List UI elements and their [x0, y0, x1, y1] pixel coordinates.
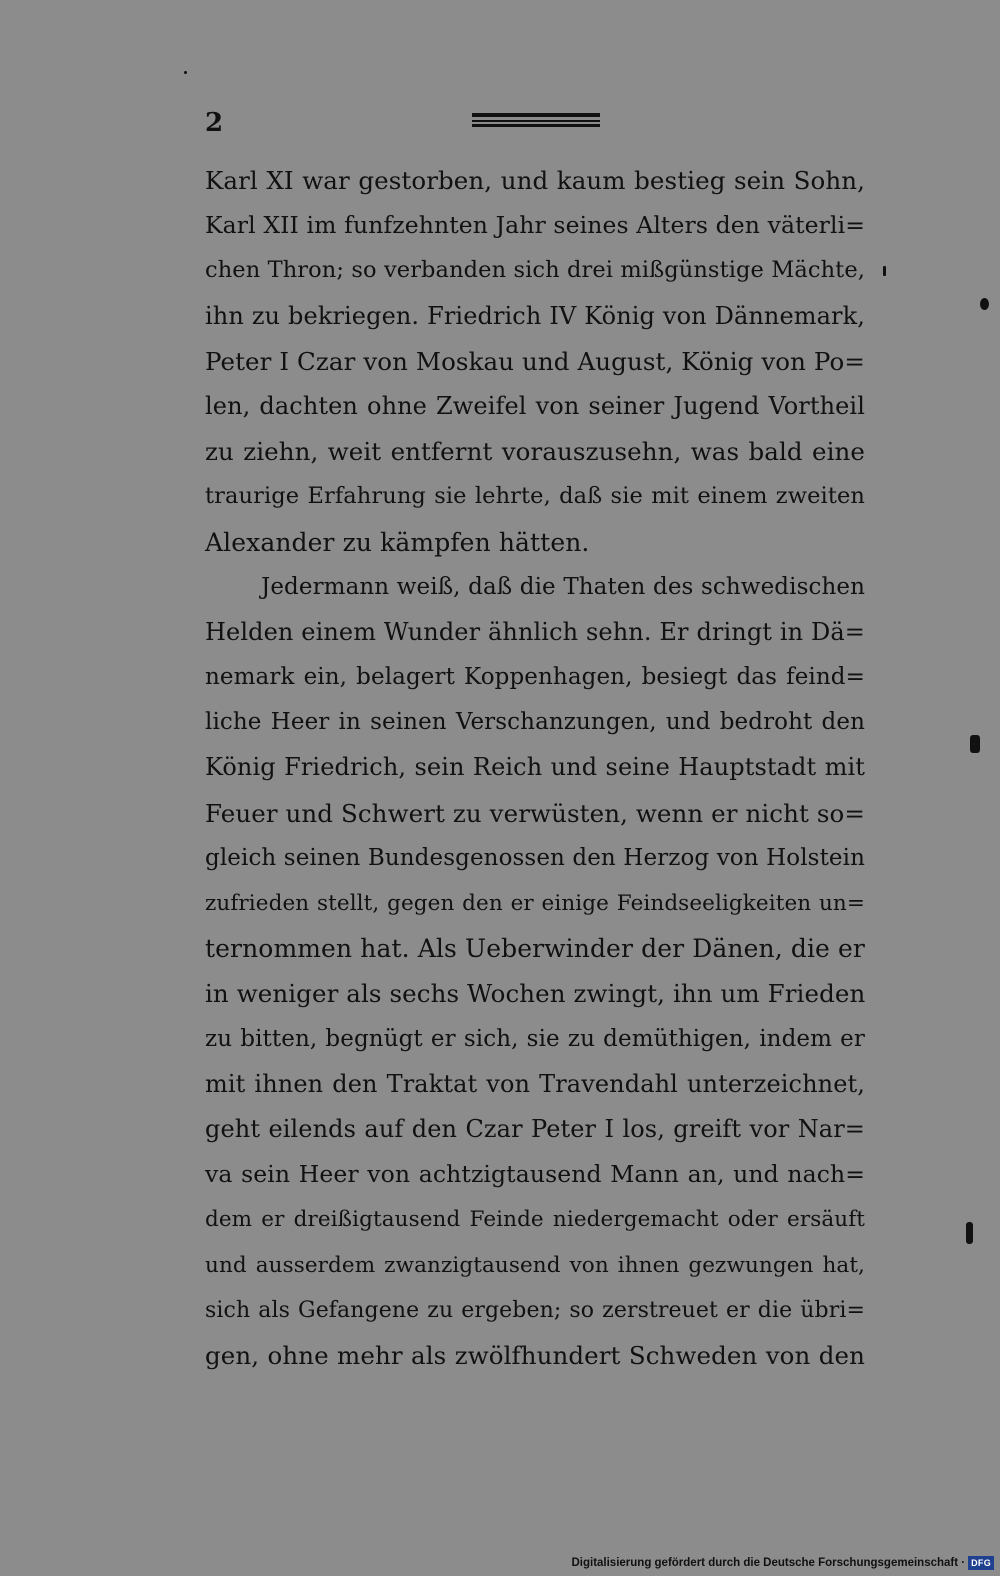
- scan-speck: [184, 71, 187, 74]
- text-line: Alexander zu kämpfen hätten.: [205, 527, 590, 557]
- header-rule-bar: [472, 124, 600, 127]
- text-line: ternommen hat. Als Ueberwinder der Dänen, die er: [205, 934, 865, 964]
- text-line: mit ihnen den Traktat von Travendahl unterzeichnet,: [205, 1069, 865, 1098]
- text-line: Karl XI war gestorben, und kaum bestieg sein Sohn,: [205, 166, 865, 195]
- text-line: zu bitten, begnügt er sich, sie zu demüthigen, indem er: [205, 1025, 865, 1052]
- text-line: gen, ohne mehr als zwölfhundert Schweden von den: [205, 1340, 865, 1370]
- scan-speck: [883, 266, 886, 276]
- text-line: sich als Gefangene zu ergeben; so zerstreuet er die übri=: [205, 1297, 865, 1323]
- text-line: nemark ein, belagert Koppenhagen, besiegt das feind=: [205, 664, 865, 691]
- text-line: Helden einem Wunder ähnlich sehn. Er dringt in Dä=: [205, 617, 865, 646]
- text-line: chen Thron; so verbanden sich drei mißgünstige Mächte,: [205, 257, 865, 284]
- header-rule-bar: [472, 113, 600, 117]
- scan-speck: [980, 298, 989, 310]
- text-line: va sein Heer von achtzigtausend Mann an, und nach=: [205, 1160, 865, 1189]
- text-line: zufrieden stellt, gegen den er einige Feindseeligkeiten un=: [205, 891, 865, 916]
- text-line: in weniger als sechs Wochen zwingt, ihn um Frieden: [205, 979, 866, 1009]
- text-line: geht eilends auf den Czar Peter I los, greift vor Nar=: [205, 1114, 865, 1143]
- header-rule-bar: [472, 120, 600, 122]
- scan-speck: [966, 1222, 973, 1244]
- text-line: traurige Erfahrung sie lehrte, daß sie mit einem zweiten: [205, 483, 865, 510]
- text-line: König Friedrich, sein Reich und seine Hauptstadt mit: [205, 753, 865, 782]
- footer-credit-text: Digitalisierung gefördert durch die Deutsche Forschungsgemeinschaft ·: [571, 1557, 966, 1569]
- footer: [571, 1554, 994, 1572]
- dfg-logo: DFG: [968, 1556, 994, 1570]
- scan-speck: [970, 735, 980, 753]
- text-line: Jedermann weiß, daß die Thaten des schwedischen: [261, 573, 865, 600]
- page-number: 2: [205, 108, 224, 138]
- text-line: zu ziehn, weit entfernt vorauszusehn, was bald eine: [205, 437, 865, 467]
- header-rule: [472, 113, 600, 127]
- text-line: Peter I Czar von Moskau und August, König von Po=: [205, 346, 865, 376]
- text-line: gleich seinen Bundesgenossen den Herzog von Holstein: [205, 844, 865, 871]
- text-line: ihn zu bekriegen. Friedrich IV König von Dännemark,: [205, 301, 865, 330]
- text-line: dem er dreißigtausend Feinde niedergemacht oder ersäuft: [205, 1207, 865, 1233]
- text-line: Karl XII im funfzehnten Jahr seines Alters den väterli=: [205, 211, 865, 240]
- text-line: len, dachten ohne Zweifel von seiner Jugend Vortheil: [205, 391, 865, 420]
- text-line: Feuer und Schwert zu verwüsten, wenn er nicht so=: [205, 798, 865, 828]
- text-line: und ausserdem zwanzigtausend von ihnen gezwungen hat,: [205, 1252, 865, 1278]
- body-text: [205, 158, 865, 1378]
- text-line: liche Heer in seinen Verschanzungen, und bedroht den: [205, 709, 865, 736]
